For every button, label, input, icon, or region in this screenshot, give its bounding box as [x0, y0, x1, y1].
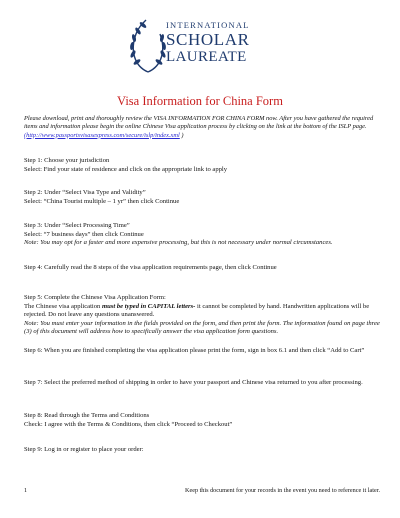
step-2 — [24, 189, 380, 206]
step-9-heading: Step 9: Log in or register to place your order: — [24, 446, 144, 453]
step-6-heading: Step 6: When you are finished completing the visa application please print the form, sign in box 6.1 and then click “Add to Cart” — [24, 347, 365, 354]
step-5 — [24, 294, 380, 337]
step-5-detail — [24, 303, 380, 320]
step-1 — [24, 157, 380, 174]
step-8-heading: Step 8: Read through the Terms and Conditions — [24, 412, 150, 419]
step-6 — [24, 347, 380, 356]
footer-keep-note: Keep this document for your records in the event you need to reference it later. — [184, 487, 380, 494]
step-3-heading: Step 3: Under “Select Processing Time” — [24, 222, 130, 229]
intro-paragraph — [24, 115, 380, 140]
step-4-heading: Step 4: Carefully read the 8 steps of the visa application requirements page, then click Continue — [24, 264, 277, 271]
application-link[interactable]: (http://www.passportsvisasexpress.com/secure/islp/index.xml — [24, 131, 180, 139]
document-title: Visa Information for China Form — [117, 94, 283, 108]
step-3-detail: Select: “7 business days” then click Continue — [24, 230, 144, 238]
step-5-heading: Step 5: Complete the Chinese Visa Application Form: — [24, 294, 166, 301]
step-8-detail: Check: I agree with the Terms & Conditions, then click “Proceed to Checkout” — [24, 420, 233, 428]
step-1-heading: Step 1: Choose your jurisdiction — [24, 157, 110, 164]
step-7-heading: Step 7: Select the preferred method of shipping in order to have your passport and Chinese visa returned to you after processing. — [24, 379, 363, 386]
step-5-capital-letters: must be typed in CAPITAL letters- — [102, 302, 196, 310]
step-2-detail: Select: “China Tourist multiple – 1 yr” then click Continue — [24, 197, 180, 205]
step-5-note: Note: You must enter your information in the fields provided on the form, and then print the form. The information found on page three (3) of this document will address how to specifically answer the visa application form questions. — [24, 319, 380, 336]
intro-text: Please download, print and thoroughly review the VISA INFORMATION FOR CHINA FORM now. After you have gathered the required items and information please begin the online Chinese Visa application process by clicking on the link at the bottom of the ISLP page. — [24, 115, 374, 131]
step-1-detail: Select: Find your state of residence and click on the appropriate link to apply — [24, 165, 228, 173]
step-2-heading: Step 2: Under “Select Visa Type and Validity” — [24, 189, 146, 196]
logo-wordmark — [166, 20, 280, 66]
logo-line-laureate: LAUREATE — [166, 49, 247, 65]
step-5-detail-a: The Chinese visa application — [24, 302, 103, 310]
intro-link-suffix: ) — [181, 131, 184, 139]
step-7 — [24, 379, 380, 388]
scholar-laureate-logo — [128, 16, 278, 78]
step-5-detail-b: it cannot be completed by hand. Handwritten applications will be rejected. Do not leave any questions unanswered. — [24, 302, 370, 319]
page-number: 1 — [24, 487, 28, 494]
step-8 — [24, 412, 380, 429]
logo-line-international: INTERNATIONAL — [166, 20, 250, 30]
logo-line-scholar: SCHOLAR — [166, 30, 250, 49]
step-3 — [24, 222, 380, 248]
laurel-wreath-icon — [128, 16, 168, 76]
step-9 — [24, 446, 380, 455]
step-3-note: Note: You may opt for a faster and more expensive processing, but this is not necessary under normal circumstances. — [24, 239, 333, 247]
step-4 — [24, 264, 380, 273]
